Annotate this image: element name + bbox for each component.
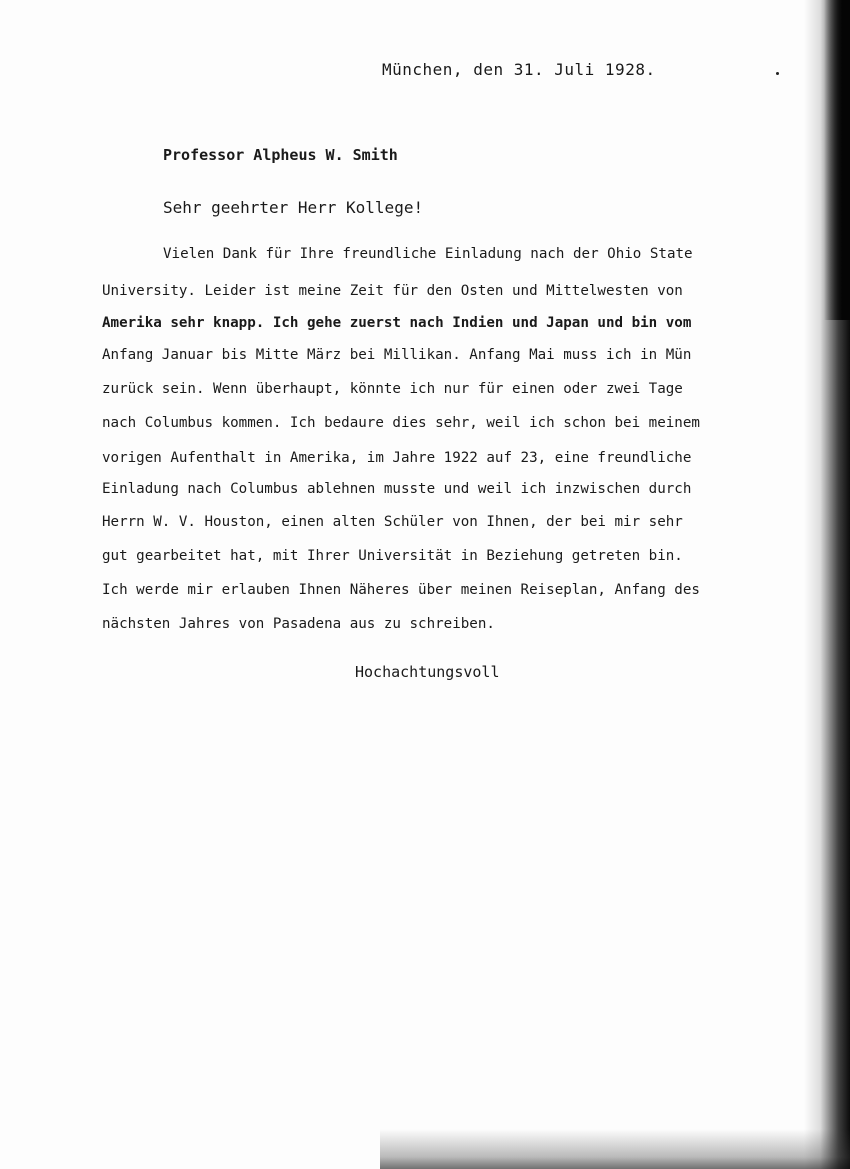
scan-speck [776,72,779,75]
dateline: München, den 31. Juli 1928. [382,60,656,79]
closing: Hochachtungsvoll [355,663,500,681]
body-line: Herrn W. V. Houston, einen alten Schüler von Ihnen, der bei mir sehr [102,514,683,530]
body-line: Vielen Dank für Ihre freundliche Einladung nach der Ohio State [163,246,693,262]
scan-edge-shadow-top [824,0,850,320]
body-line: Amerika sehr knapp. Ich gehe zuerst nach Indien und Japan und bin vom [102,315,692,331]
body-line: zurück sein. Wenn überhaupt, könnte ich nur für einen oder zwei Tage [102,381,683,397]
salutation: Sehr geehrter Herr Kollege! [163,198,424,217]
body-line: vorigen Aufenthalt in Amerika, im Jahre 1922 auf 23, eine freundliche [102,450,692,466]
body-line: University. Leider ist meine Zeit für den Osten und Mittelwesten von [102,283,683,299]
body-line: Anfang Januar bis Mitte März bei Millikan. Anfang Mai muss ich in Mün [102,347,692,363]
body-line: nächsten Jahres von Pasadena aus zu schreiben. [102,616,495,632]
body-line: gut gearbeitet hat, mit Ihrer Universität in Beziehung getreten bin. [102,548,683,564]
recipient: Professor Alpheus W. Smith [163,146,398,164]
body-line: Einladung nach Columbus ablehnen musste und weil ich inzwischen durch [102,481,692,497]
scan-bottom-shadow [380,1129,850,1169]
body-line: Ich werde mir erlauben Ihnen Näheres über meinen Reiseplan, Anfang des [102,582,700,598]
body-line: nach Columbus kommen. Ich bedaure dies sehr, weil ich schon bei meinem [102,415,700,431]
